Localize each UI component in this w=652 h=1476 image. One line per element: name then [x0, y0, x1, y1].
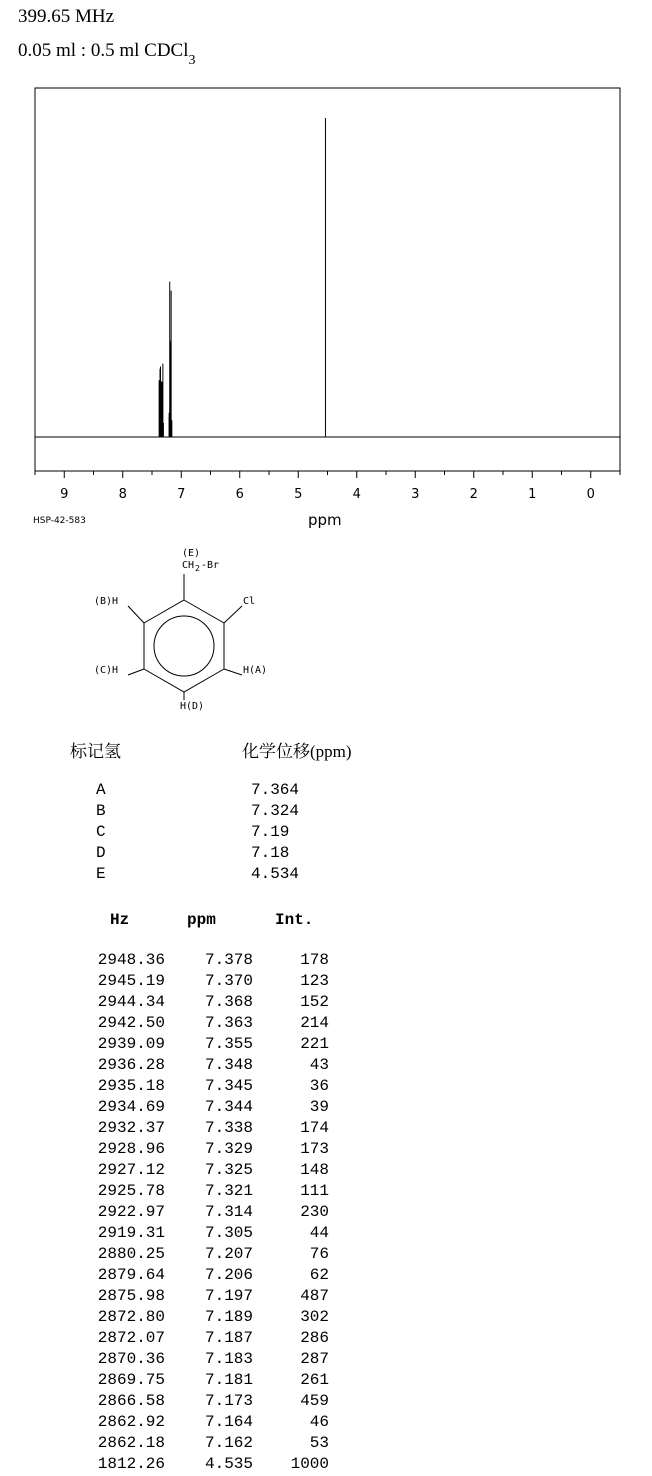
peak-ppm: 7.355	[204, 1035, 253, 1053]
peak-ppm: 7.181	[204, 1371, 253, 1389]
peak-int: 148	[300, 1161, 329, 1179]
peak-hz: 2875.98	[97, 1287, 165, 1305]
peak-hz: 2919.31	[97, 1224, 165, 1242]
peak-hz: 2880.25	[97, 1245, 165, 1263]
x-tick-label: 8	[118, 487, 127, 502]
peak-row	[0, 1224, 400, 1245]
x-tick-label: 1	[528, 487, 537, 502]
assignment-label: C	[96, 823, 106, 841]
assignment-shift: 7.19	[251, 823, 290, 841]
label-hb: (B)H	[94, 596, 119, 607]
x-tick-label: 2	[469, 487, 478, 502]
peak-hz: 2939.09	[97, 1035, 165, 1053]
peak-ppm: 7.370	[204, 972, 253, 990]
peak-ppm: 7.162	[204, 1434, 253, 1452]
peak-hz: 2944.34	[97, 993, 165, 1011]
peak-int: 174	[300, 1119, 329, 1137]
peak-int: 302	[300, 1308, 329, 1326]
peak-row	[0, 1308, 400, 1329]
peak-hz: 2936.28	[97, 1056, 165, 1074]
peak-ppm: 7.338	[204, 1119, 253, 1137]
assignment-row	[96, 781, 356, 802]
peak-hz: 2872.80	[97, 1308, 165, 1326]
peak-col-hz: Hz	[110, 911, 130, 929]
peak-hz: 2925.78	[97, 1182, 165, 1200]
peak-row	[0, 1140, 400, 1161]
peak-ppm: 7.173	[204, 1392, 253, 1410]
peak-ppm: 7.187	[204, 1329, 253, 1347]
benzene-ring	[144, 600, 224, 692]
peak-row	[0, 1035, 400, 1056]
bond-hb	[128, 606, 144, 623]
peak-ppm: 7.325	[204, 1161, 253, 1179]
peak-ppm: 7.363	[204, 1014, 253, 1032]
peak-row	[0, 1392, 400, 1413]
peak-int: 44	[309, 1224, 329, 1242]
peak-int: 214	[300, 1014, 329, 1032]
peak-ppm: 7.207	[204, 1245, 253, 1263]
peak-ppm: 4.535	[204, 1455, 253, 1473]
spectrometer-frequency: 399.65 MHz	[18, 6, 115, 27]
peak-hz: 2927.12	[97, 1161, 165, 1179]
peak-int: 487	[300, 1287, 329, 1305]
label-ha: H(A)	[243, 665, 268, 676]
peak-hz: 2862.92	[97, 1413, 165, 1431]
peak-ppm: 7.183	[204, 1350, 253, 1368]
peak-row	[0, 1098, 400, 1119]
peak-hz: 2928.96	[97, 1140, 165, 1158]
assignment-shift: 7.324	[251, 802, 300, 820]
peak-row	[0, 1203, 400, 1224]
label-hd: H(D)	[180, 701, 205, 712]
peak-int: 123	[300, 972, 329, 990]
assignment-table	[96, 781, 356, 886]
peak-row	[0, 1245, 400, 1266]
peak-hz: 2932.37	[97, 1119, 165, 1137]
peak-hz: 2869.75	[97, 1371, 165, 1389]
peak-int: 152	[300, 993, 329, 1011]
peak-table	[0, 951, 400, 1476]
peak-int: 221	[300, 1035, 329, 1053]
peak-row	[0, 1413, 400, 1434]
peak-row	[0, 1287, 400, 1308]
molecule-structure	[80, 540, 320, 720]
peak-row	[0, 993, 400, 1014]
peak-row	[0, 1182, 400, 1203]
peak-hz: 2948.36	[97, 951, 165, 969]
peak-int: 178	[300, 951, 329, 969]
peak-ppm: 7.189	[204, 1308, 253, 1326]
label-ch2-sub: 2	[195, 564, 200, 573]
peak-row	[0, 951, 400, 972]
assignment-row	[96, 823, 356, 844]
label-ch2: CH	[182, 560, 195, 571]
label-e: (E)	[182, 548, 201, 559]
label-hc: (C)H	[94, 665, 119, 676]
peak-row	[0, 1056, 400, 1077]
plot-frame	[35, 88, 620, 471]
peak-hz: 2879.64	[97, 1266, 165, 1284]
assignment-row	[96, 802, 356, 823]
aromatic-circle	[154, 616, 214, 676]
x-axis-label: ppm	[308, 511, 342, 529]
peak-ppm: 7.344	[204, 1098, 253, 1116]
peak-int: 46	[309, 1413, 329, 1431]
peak-ppm: 7.345	[204, 1077, 253, 1095]
x-axis	[35, 471, 620, 502]
peak-ppm: 7.329	[204, 1140, 253, 1158]
peak-int: 43	[309, 1056, 329, 1074]
peak-int: 62	[309, 1266, 329, 1284]
assignment-label: B	[96, 802, 106, 820]
peak-row	[0, 1119, 400, 1140]
assignment-header	[70, 737, 390, 761]
assignment-shift: 7.18	[251, 844, 290, 862]
peak-row	[0, 1455, 400, 1476]
peak-int: 111	[300, 1182, 329, 1200]
peak-ppm: 7.348	[204, 1056, 253, 1074]
x-tick-label: 4	[352, 487, 361, 502]
assignment-label: A	[96, 781, 106, 799]
peak-hz: 2942.50	[97, 1014, 165, 1032]
assignment-label: D	[96, 844, 106, 862]
peak-int: 287	[300, 1350, 329, 1368]
peak-row	[0, 1371, 400, 1392]
peak-row	[0, 1014, 400, 1035]
peak-int: 53	[309, 1434, 329, 1452]
peak-row	[0, 1350, 400, 1371]
peak-hz: 2935.18	[97, 1077, 165, 1095]
label-br: -Br	[201, 560, 220, 571]
assignment-row	[96, 844, 356, 865]
peak-row	[0, 972, 400, 993]
peak-int: 39	[309, 1098, 329, 1116]
solvent-text: 0.05 ml : 0.5 ml CDCl	[18, 40, 189, 61]
peak-hz: 2866.58	[97, 1392, 165, 1410]
assignment-row	[96, 865, 356, 886]
peak-int: 286	[300, 1329, 329, 1347]
peak-ppm: 7.368	[204, 993, 253, 1011]
peak-ppm: 7.197	[204, 1287, 253, 1305]
peak-ppm: 7.206	[204, 1266, 253, 1284]
bond-hc	[128, 669, 144, 675]
x-tick-label: 9	[60, 487, 69, 502]
peak-hz: 2934.69	[97, 1098, 165, 1116]
peak-hz: 2862.18	[97, 1434, 165, 1452]
peak-ppm: 7.164	[204, 1413, 253, 1431]
assignment-shift: 7.364	[251, 781, 300, 799]
bond-cl	[224, 606, 242, 623]
peak-int: 459	[300, 1392, 329, 1410]
peak-int: 36	[309, 1077, 329, 1095]
peak-hz: 1812.26	[97, 1455, 165, 1473]
x-tick-label: 0	[586, 487, 595, 502]
assignment-col-label: 标记氢	[70, 742, 121, 761]
spectrum-peaks	[159, 118, 325, 437]
peak-int: 76	[309, 1245, 329, 1263]
peak-row	[0, 1329, 400, 1350]
x-tick-label: 5	[294, 487, 303, 502]
peak-ppm: 7.305	[204, 1224, 253, 1242]
spectrum-code: HSP-42-583	[33, 516, 86, 526]
solvent-subscript: 3	[188, 53, 196, 68]
peak-int: 173	[300, 1140, 329, 1158]
peak-ppm: 7.321	[204, 1182, 253, 1200]
peak-hz: 2870.36	[97, 1350, 165, 1368]
x-tick-label: 7	[177, 487, 186, 502]
peak-col-ppm: ppm	[187, 911, 216, 929]
assignment-shift: 4.534	[251, 865, 300, 883]
peak-hz: 2945.19	[97, 972, 165, 990]
peak-row	[0, 1161, 400, 1182]
assignment-label: E	[96, 865, 106, 883]
peak-ppm: 7.314	[204, 1203, 253, 1221]
x-tick-label: 6	[235, 487, 244, 502]
nmr-spectrum-chart	[0, 0, 652, 505]
peak-int: 1000	[290, 1455, 329, 1473]
peak-row	[0, 1434, 400, 1455]
peak-int: 230	[300, 1203, 329, 1221]
peak-hz: 2872.07	[97, 1329, 165, 1347]
peak-row	[0, 1077, 400, 1098]
x-tick-label: 3	[411, 487, 420, 502]
peak-table-header	[0, 911, 400, 933]
peak-col-int: Int.	[275, 911, 314, 929]
bond-ha	[224, 669, 242, 675]
label-cl: Cl	[243, 596, 256, 607]
assignment-col-shift: 化学位移(ppm)	[242, 742, 352, 761]
peak-row	[0, 1266, 400, 1287]
peak-ppm: 7.378	[204, 951, 253, 969]
peak-int: 261	[300, 1371, 329, 1389]
peak-hz: 2922.97	[97, 1203, 165, 1221]
